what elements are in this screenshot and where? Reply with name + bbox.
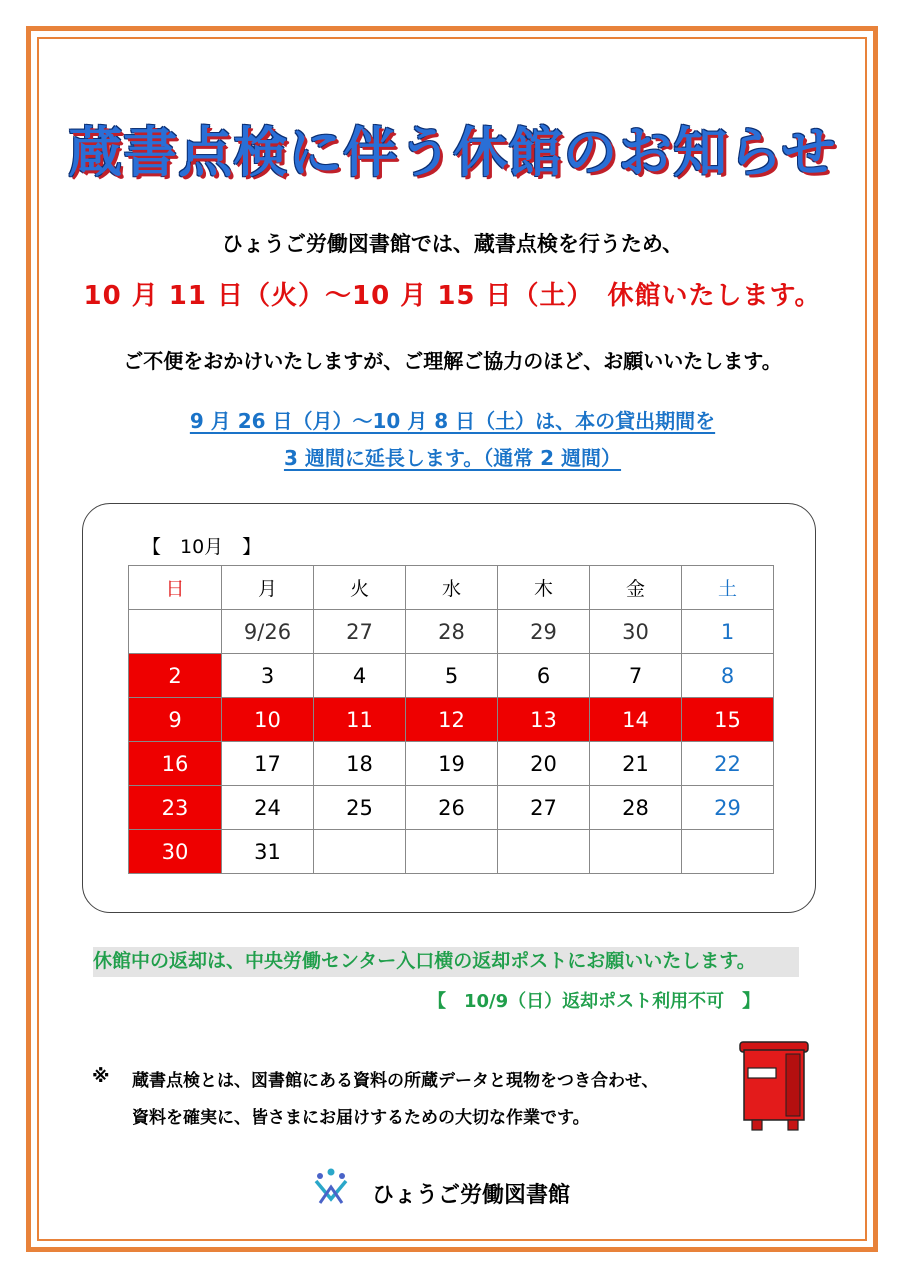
return-exception: 【 10/9（日）返却ポスト利用不可 】	[428, 991, 761, 1012]
calendar-day-cell: 28	[590, 786, 682, 830]
calendar-day-cell-closed: 12	[406, 698, 498, 742]
calendar-day-cell: 17	[222, 742, 314, 786]
calendar-day-cell: 7	[590, 654, 682, 698]
weekday-fri: 金	[590, 566, 682, 610]
calendar-table	[128, 565, 774, 874]
footnote-mark: ※	[92, 1066, 110, 1087]
calendar-day-cell: 5	[406, 654, 498, 698]
weekday-mon: 月	[222, 566, 314, 610]
calendar-day-cell: 26	[406, 786, 498, 830]
calendar-day-cell-closed: 15	[682, 698, 774, 742]
footnote-line2: 資料を確実に、皆さまにお届けするための大切な作業です。	[132, 1108, 590, 1128]
calendar-day-cell-closed: 2	[129, 654, 222, 698]
calendar-day-cell: 30	[590, 610, 682, 654]
calendar-day-cell: 31	[222, 830, 314, 874]
library-name: ひょうご労働図書館	[372, 1183, 571, 1208]
calendar-month-label: 【 10月 】	[142, 536, 262, 558]
calendar-day-cell: 29	[498, 610, 590, 654]
apology-text: ご不便をおかけいたしますが、ご理解ご協力のほど、お願いいたします。	[123, 349, 782, 373]
calendar-day-cell	[682, 830, 774, 874]
weekday-tue: 火	[314, 566, 406, 610]
calendar-day-cell-closed: 13	[498, 698, 590, 742]
closure-period: 10 月 11 日（火）～10 月 15 日（土） 休館いたします。	[83, 281, 822, 311]
calendar-day-cell: 24	[222, 786, 314, 830]
calendar-day-cell: 27	[314, 610, 406, 654]
library-logo-icon	[312, 1167, 350, 1205]
calendar-day-cell: 20	[498, 742, 590, 786]
calendar-day-cell	[590, 830, 682, 874]
calendar-day-cell-closed: 16	[129, 742, 222, 786]
calendar-day-cell: 28	[406, 610, 498, 654]
calendar-week-row	[129, 830, 774, 874]
postbox-icon	[734, 1040, 814, 1132]
intro-text: ひょうご労働図書館では、蔵書点検を行うため、	[221, 232, 684, 256]
calendar-day-cell-closed: 10	[222, 698, 314, 742]
calendar-day-cell: 19	[406, 742, 498, 786]
calendar-day-cell-closed: 23	[129, 786, 222, 830]
calendar-day-cell: 3	[222, 654, 314, 698]
loan-notice-line1: 9 月 26 日（月）～10 月 8 日（土）は、本の貸出期間を	[189, 409, 716, 433]
calendar-day-cell	[129, 610, 222, 654]
notice-title: 蔵書点検に伴う休館のお知らせ	[68, 121, 837, 184]
calendar-day-cell: 25	[314, 786, 406, 830]
calendar-week-row	[129, 654, 774, 698]
calendar-week-row	[129, 742, 774, 786]
calendar-day-cell: 27	[498, 786, 590, 830]
calendar-day-cell-closed: 11	[314, 698, 406, 742]
calendar-day-cell	[498, 830, 590, 874]
calendar-day-cell: 6	[498, 654, 590, 698]
weekday-thu: 木	[498, 566, 590, 610]
calendar-day-cell-closed: 9	[129, 698, 222, 742]
calendar-day-cell: 21	[590, 742, 682, 786]
calendar-day-cell: 22	[682, 742, 774, 786]
calendar-week-row-closed	[129, 698, 774, 742]
loan-notice-line2: 3 週間に延長します。（通常 2 週間）	[283, 446, 622, 470]
calendar-weekday-row	[129, 566, 774, 610]
calendar-day-cell: 9/26	[222, 610, 314, 654]
calendar-day-cell: 29	[682, 786, 774, 830]
calendar-day-cell-closed: 14	[590, 698, 682, 742]
calendar-week-row	[129, 610, 774, 654]
calendar-day-cell-closed: 30	[129, 830, 222, 874]
calendar-day-cell: 1	[682, 610, 774, 654]
weekday-sun: 日	[129, 566, 222, 610]
calendar-day-cell: 18	[314, 742, 406, 786]
return-note: 休館中の返却は、中央労働センター入口横の返却ポストにお願いいたします。	[93, 947, 799, 977]
calendar-day-cell: 4	[314, 654, 406, 698]
weekday-wed: 水	[406, 566, 498, 610]
calendar-day-cell	[314, 830, 406, 874]
weekday-sat: 土	[682, 566, 774, 610]
calendar-week-row	[129, 786, 774, 830]
footnote-line1: 蔵書点検とは、図書館にある資料の所蔵データと現物をつき合わせ、	[132, 1071, 659, 1091]
calendar-day-cell: 8	[682, 654, 774, 698]
calendar-day-cell	[406, 830, 498, 874]
